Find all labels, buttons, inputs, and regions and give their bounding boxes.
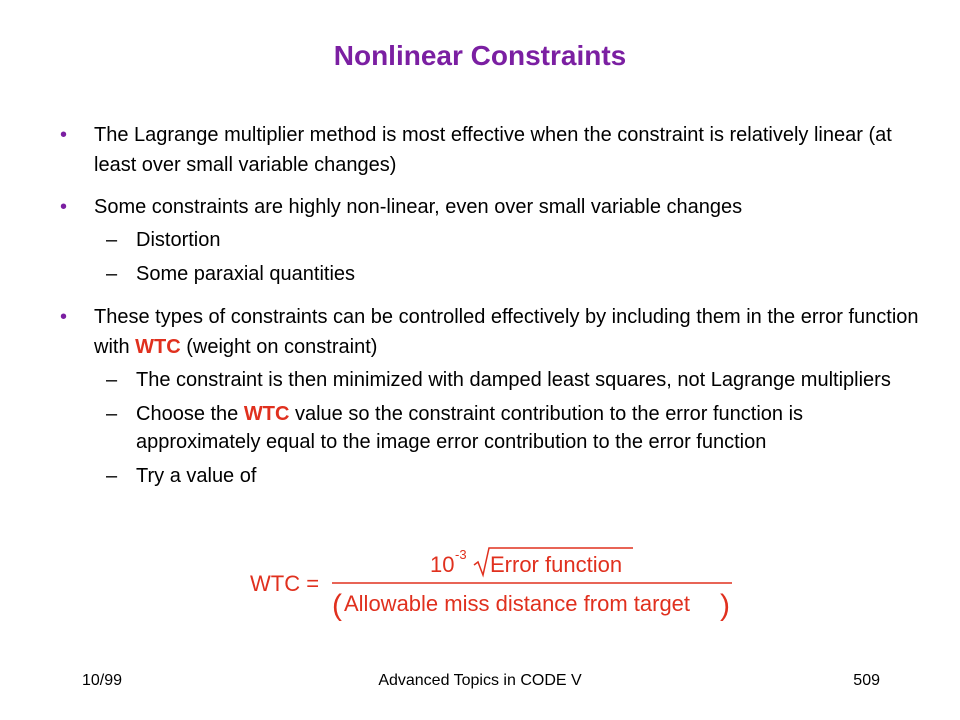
wtc-highlight: WTC bbox=[135, 336, 181, 358]
sub-bullet-list bbox=[60, 366, 930, 490]
footer-course-title: Advanced Topics in CODE V bbox=[378, 672, 582, 689]
sub-bullet-text: Try a value of bbox=[136, 465, 257, 487]
dash-icon: – bbox=[106, 263, 118, 285]
bullet-item bbox=[60, 192, 930, 222]
dash-icon: – bbox=[106, 403, 118, 425]
sub-bullet-text: Choose the WTC value so the constraint contribution to the error function is approximately equal to the image error contribution to the error function bbox=[136, 403, 804, 453]
sub-bullet-list bbox=[60, 226, 930, 288]
formula-lhs: WTC = bbox=[250, 571, 320, 596]
bullet-item bbox=[60, 120, 930, 180]
formula-base: 10 bbox=[430, 552, 455, 577]
bullet-text: These types of constraints can be controlled effectively by including them in the error function with WTC (weight on constraint) bbox=[94, 306, 919, 358]
footer-page-number: 509 bbox=[853, 672, 880, 689]
bullet-dot-icon: • bbox=[60, 306, 68, 328]
sub-bullet-item bbox=[94, 226, 930, 254]
bullet-list bbox=[60, 120, 930, 496]
sub-bullet-item bbox=[94, 260, 930, 288]
wtc-formula bbox=[250, 545, 740, 625]
bullet-item bbox=[60, 302, 930, 362]
bullet-text: Some constraints are highly non-linear, even over small variable changes bbox=[94, 196, 743, 218]
dash-icon: – bbox=[106, 229, 118, 251]
sub-bullet-item bbox=[94, 400, 930, 456]
slide-title: Nonlinear Constraints bbox=[333, 40, 627, 71]
formula-exponent: -3 bbox=[455, 547, 467, 562]
sub-bullet-text: Some paraxial quantities bbox=[136, 263, 356, 285]
sub-bullet-item bbox=[94, 462, 930, 490]
sub-bullet-text: Distortion bbox=[136, 229, 221, 251]
bullet-dot-icon: • bbox=[60, 124, 68, 146]
formula-denominator: Allowable miss distance from target bbox=[344, 591, 691, 616]
sub-bullet-text: The constraint is then minimized with damped least squares, not Lagrange multipliers bbox=[136, 369, 891, 391]
footer-date: 10/99 bbox=[82, 672, 123, 689]
wtc-highlight: WTC bbox=[243, 403, 290, 425]
formula-radicand: Error function bbox=[490, 552, 623, 577]
bullet-dot-icon: • bbox=[60, 196, 68, 218]
dash-icon: – bbox=[106, 465, 118, 487]
right-paren-icon: ) bbox=[720, 589, 730, 622]
dash-icon: – bbox=[106, 369, 118, 391]
sub-bullet-item bbox=[94, 366, 930, 394]
left-paren-icon: ( bbox=[332, 589, 342, 622]
bullet-text: The Lagrange multiplier method is most effective when the constraint is relatively linear (at least over small variable changes) bbox=[94, 124, 892, 176]
